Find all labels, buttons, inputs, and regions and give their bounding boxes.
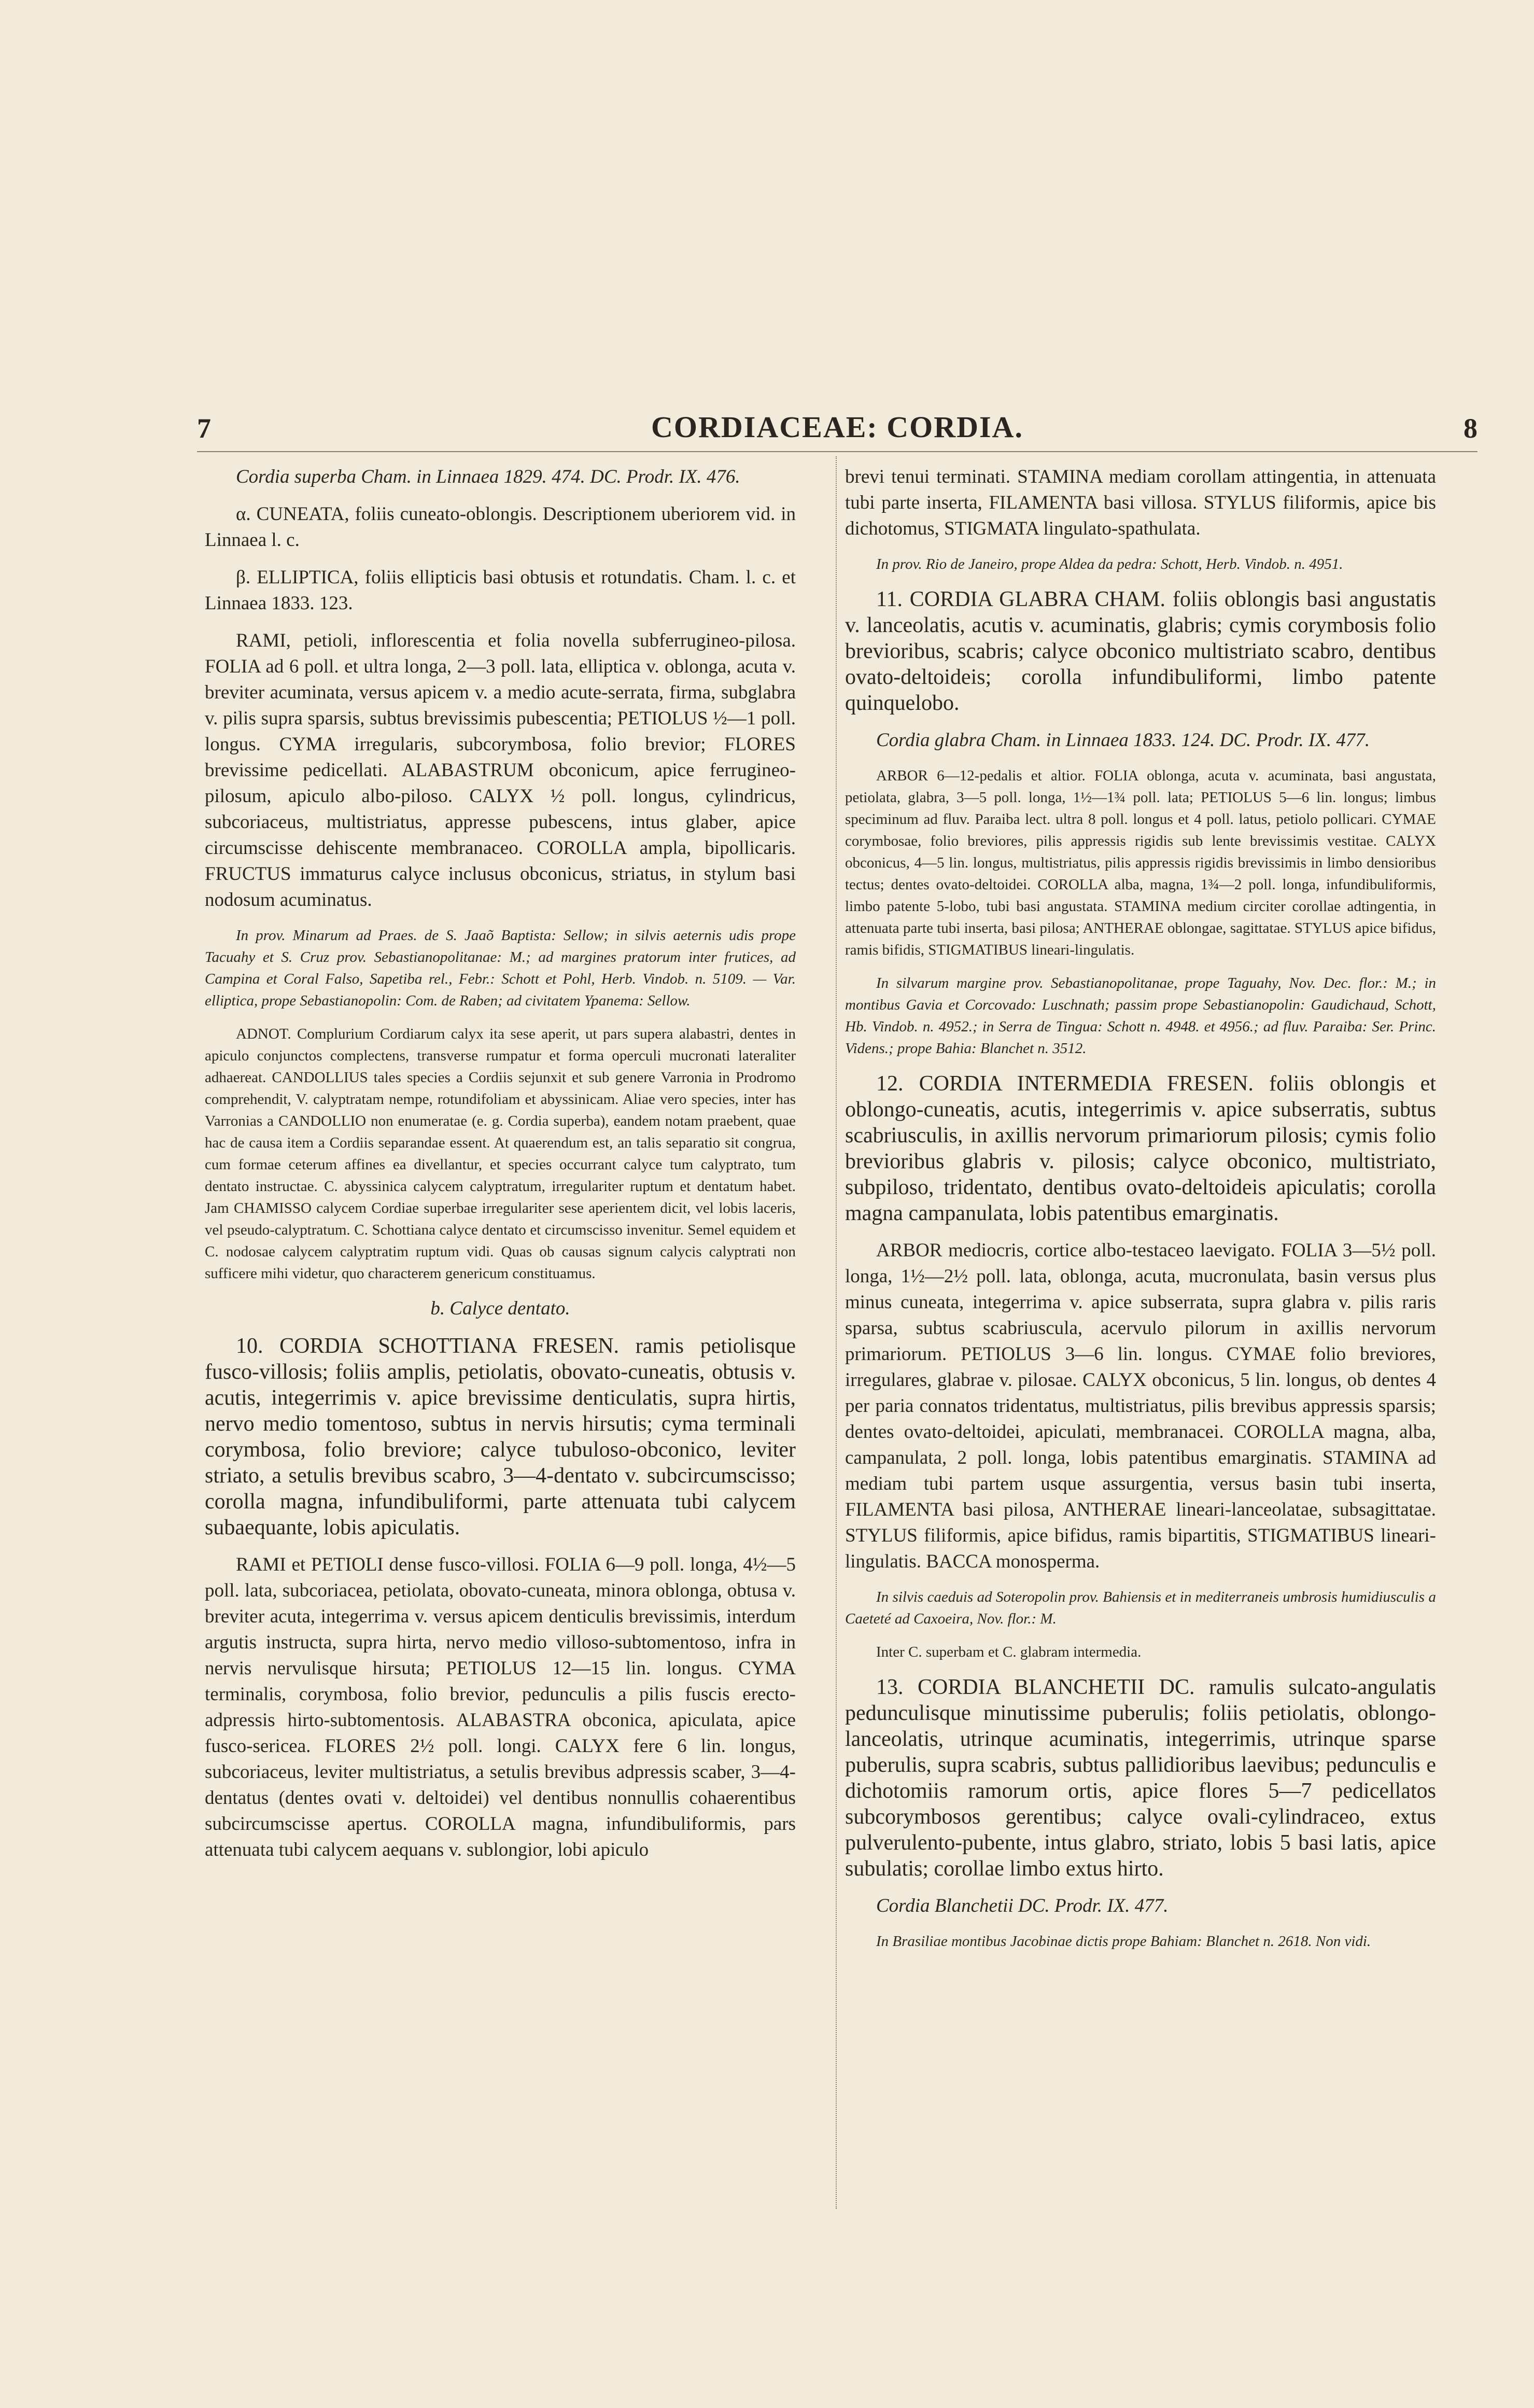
locality-glabra: In silvarum margine prov. Sebastianopolitanae, prope Taguahy, Nov. Dec. flor.: M.; in montibus Gavia et Corcovado: Luschnath; passim prope Sebastianopolin: Gaudichaud, Schott, Hb. Vindob. n. 4952.; in Serra de Tingua: Schott n. 4948. et 4956.; ad fluv. Paraiba: Ser. Princ. Videns.; prope Bahia: Blanchet n. 3512. [845,975,1436,1057]
locality-schottiana: In prov. Rio de Janeiro, prope Aldea da pedra: Schott, Herb. Vindob. n. 4951. [876,556,1343,572]
description-glabra: ARBOR 6—12-pedalis et altior. FOLIA oblonga, acuta v. acuminata, basi angustata, petiolata, glabra, 3—5 poll. longa, 1½—1¾ poll. lata; PETIOLUS 5—6 lin. longus; limbus speciminum ad fluv. Paraiba lect. ultra 8 poll. longus et 4 poll. latus, petiolo pollicari. CYMAE corymbosae, folio breviores, pilis appressis rigidis sub lente brevissimis vestitae. CALYX obconicus, 4—5 lin. longus, multistriatus, pilis appressis rigidis brevissimis in limbo densioribus tectus; dentes ovato-deltoidei. COROLLA alba, magna, 1¾—2 poll. longa, infundibuliformis, limbo patente 5-lobo, tubi basi angustata. STAMINA medium circiter corollae adtingentia, in attenuata parte tubi inserta, basi pilosa; ANTHERAE oblongae, sagittatae. STYLUS apice bifidus, ramis bifidis, STIGMATIBUS lineari-lingulatis. [845,767,1436,958]
locality-blanchetii: In Brasiliae montibus Jacobinae dictis prope Bahiam: Blanchet n. 2618. Non vidi. [876,1933,1371,1950]
species-schottiana: 10. CORDIA SCHOTTIANA FRESEN. ramis petiolisque fusco-villosis; foliis amplis, petiolatis, obovato-cuneatis, obtusis v. acutis, integerrimis v. apice brevissime denticulatis, supra hirtis, nervo medio tomentoso, subtus in nervis hirsutis; cyma terminali corymbosa, folio breviore; calyce tubuloso-obconico, leviter striato, a setulis brevibus scabro, 3—4-dentato v. subcircumscisso; corolla magna, infundibuliformi, parte attenuata tubi calycem subaequante, lobis apiculatis. [205,1334,796,1539]
species-glabra: 11. CORDIA GLABRA CHAM. foliis oblongis basi angustatis v. lanceolatis, acutis v. acuminatis, glabris; cymis corymbosis folio brevioribus, scabris; calyce obconico multistriato scabro, dentibus ovato-deltoideis; corolla infundibuliformi, limbo patente quinquelobo. [845,587,1436,715]
left-column [205,464,796,2383]
adnotatio: ADNOT. Complurium Cordiarum calyx ita sese aperit, ut pars supera alabastri, dentes in apiculo conjunctos complectens, transverse rumpatur et forma operculi mucronati lateraliter adhaereat. CANDOLLIUS tales species a Cordiis sejunxit et sub genere Varronia in Prodromo comprehendit, V. calyptratam nempe, rotundifoliam et abyssinicam. Aliae vero species, inter has Varronias a CANDOLLIO non enumeratae (e. g. Cordia superba), eandem notam praebent, quae hac de causa item a Cordiis separandae essent. At quaerendum est, an talis separatio sit congrua, cum formae ceterum affines ea divellantur, et species occurrant calyce tum calyptrato, tum dentato instructae. C. abyssinica calycem calyptratum, irregulariter ruptum et dentatum habet. Jam CHAMISSO calycem Cordiae superbae irregulariter sese aperientem dicit, vel lobis laceris, vel pseudo-calyptratum. C. Schottiana calyce dentato et circumscisso invenitur. Semel equidem et C. nodosae calycem calyptratim ruptum vidi. Quas ob causas signum calycis calyptrati non sufficere mihi videtur, quo characterem genericum constituamus. [205,1026,796,1282]
column-divider [836,456,837,2209]
variety-elliptica: β. ELLIPTICA, foliis ellipticis basi obtusis et rotundatis. Cham. l. c. et Linnaea 1833. 123. [205,567,796,614]
note-intermedia: Inter C. superbam et C. glabram intermedia. [876,1644,1142,1660]
citation-glabra: Cordia glabra Cham. in Linnaea 1833. 124. DC. Prodr. IX. 477. [876,730,1370,751]
header-rule [197,451,1477,452]
running-title: CORDIACEAE: CORDIA. [651,410,1023,444]
citation-blanchetii: Cordia Blanchetii DC. Prodr. IX. 477. [876,1895,1169,1916]
description-intermedia: ARBOR mediocris, cortice albo-testaceo laevigato. FOLIA 3—5½ poll. longa, 1½—2½ poll. lata, oblonga, acuta, mucronulata, basin versus plus minus cuneata, integerrima v. apice subserrata, supra glabra v. pilis raris sparsa, subtus scabriuscula, acervulo pilorum in axillis nervorum primariorum. PETIOLUS 3—6 lin. longus. CYMAE folio breviores, irregulares, glabrae v. pilosae. CALYX obconicus, 5 lin. longus, ob dentes 4 per paria connatos tridentatus, multistriatus, pilis brevibus appressis sparsis; dentes ovato-deltoidei, apiculati, membranacei. COROLLA magna, alba, campanulata, 2 poll. longa, lobis patentibus emarginatis. STAMINA ad mediam tubi partem usque assurgentia, versus basin tubi inserta, FILAMENTA basi pilosa, ANTHERAE lineari-lanceolatae, subsagittatae. STYLUS filiformis, apice bifidus, ramis bipartitis, STIGMATIBUS lineari-lingulatis. BACCA monosperma. [845,1240,1436,1572]
description-schottiana-cont: brevi tenui terminati. STAMINA mediam corollam attingentia, in attenuata tubi parte inserta, FILAMENTA basi villosa. STYLUS filiformis, apice bis dichotomus, STIGMATA lingulato-spathulata. [845,466,1436,539]
description-superba: RAMI, petioli, inflorescentia et folia novella subferrugineo-pilosa. FOLIA ad 6 poll. et ultra longa, 2—3 poll. lata, elliptica v. oblonga, acuta v. breviter acuminata, versus apicem v. a medio acute-serrata, firma, subglabra v. pilis supra sparsis, subtus brevissimis pubescentia; PETIOLUS ½—1 poll. longus. CYMA irregularis, subcorymbosa, folio brevior; FLORES brevissime pedicellati. ALABASTRUM obconicum, apice ferrugineo-pilosum, apiculo albo-piloso. CALYX ½ poll. longus, cylindricus, subcoriaceus, multistriatus, appresse pubescens, intus glaber, apice circumscisse dehiscente membranaceo. COROLLA ampla, bipollicaris. FRUCTUS immaturus calyce inclusus obconicus, striatus, in stylum basi nodosum acuminatus. [205,630,796,911]
locality-superba: In prov. Minarum ad Praes. de S. Jaaõ Baptista: Sellow; in silvis aeternis udis prope Tacuahy et S. Cruz prov. Sebastianopolitanae: M.; ad margines pratorum inter frutices, ad Campina et Coral Falso, Sapetiba rel., Febr.: Schott et Pohl, Herb. Vindob. n. 5109. — Var. elliptica, prope Sebastianopolin: Com. de Raben; ad civitatem Ypanema: Sellow. [205,927,796,1009]
page-number-right: 8 [1463,413,1477,444]
page-number-left: 7 [197,413,211,444]
species-intermedia: 12. CORDIA INTERMEDIA FRESEN. foliis oblongis et oblongo-cuneatis, acutis, integerrimis v. apice subserratis, subtus scabriusculis, in axillis nervorum primariorum pilosis; cymis folio brevioribus glabris v. pilosis; calyce obconico, multistriato, subpiloso, tridentato, dentibus ovato-deltoideis apiculatis; corolla magna campanulata, lobis patentibus emarginatis. [845,1072,1436,1225]
running-header [197,407,1477,454]
species-blanchetii: 13. CORDIA BLANCHETII DC. ramulis sulcato-angulatis pedunculisque minutissime puberulis; foliis petiolatis, oblongo-lanceolatis, utrinque acuminatis, integerrimis, utrinque sparse puberulis, supra scabris, subtus pallidioribus laevibus; pedunculis e dichotomiis ramorum ortis, apice flores 5—7 pedicellatos subcorymbosos gerentibus; calyce ovali-cylindraceo, extus pulverulento-pubente, intus glabro, striato, lobis 5 basi latis, apice subulatis; corollae limbo extus hirto. [845,1675,1436,1881]
description-schottiana: RAMI et PETIOLI dense fusco-villosi. FOLIA 6—9 poll. longa, 4½—5 poll. lata, subcoriacea, petiolata, obovato-cuneata, minora oblonga, obtusa v. breviter acuta, integerrima v. versus apicem denticulis brevissimis, interdum argutis instructa, supra hirta, nervo medio villoso-subtomentoso, infra in nervis nervulisque hirsuta; PETIOLUS 12—15 lin. longus. CYMA terminalis, corymbosa, folio brevior, pedunculis a pilis fuscis erecto-adpressis hirto-subtomentosis. ALABASTRA obconica, apiculata, apice fusco-sericea. FLORES 2½ poll. longi. CALYX fere 6 lin. longus, subcoriaceus, leviter multistriatus, a setulis brevibus adpressis scaber, 3—4-dentatus (dentes ovati v. deltoidei) vel dentibus nonnullis cohaerentibus subcircumscisse apertus. COROLLA magna, infundibuliformis, pars attenuata tubi calycem aequans v. sublongior, lobi apiculo [205,1554,796,1860]
right-column [845,464,1436,2383]
variety-cuneata: α. CUNEATA, foliis cuneato-oblongis. Descriptionem uberiorem vid. in Linnaea l. c. [205,503,796,551]
citation-superba: Cordia superba Cham. in Linnaea 1829. 474. DC. Prodr. IX. 476. [236,466,740,487]
section-heading: b. Calyce dentato. [430,1298,570,1319]
locality-intermedia: In silvis caeduis ad Soteropolin prov. Bahiensis et in mediterraneis umbrosis humidiusculis a Caeteté ad Caxoeira, Nov. flor.: M. [845,1589,1436,1627]
